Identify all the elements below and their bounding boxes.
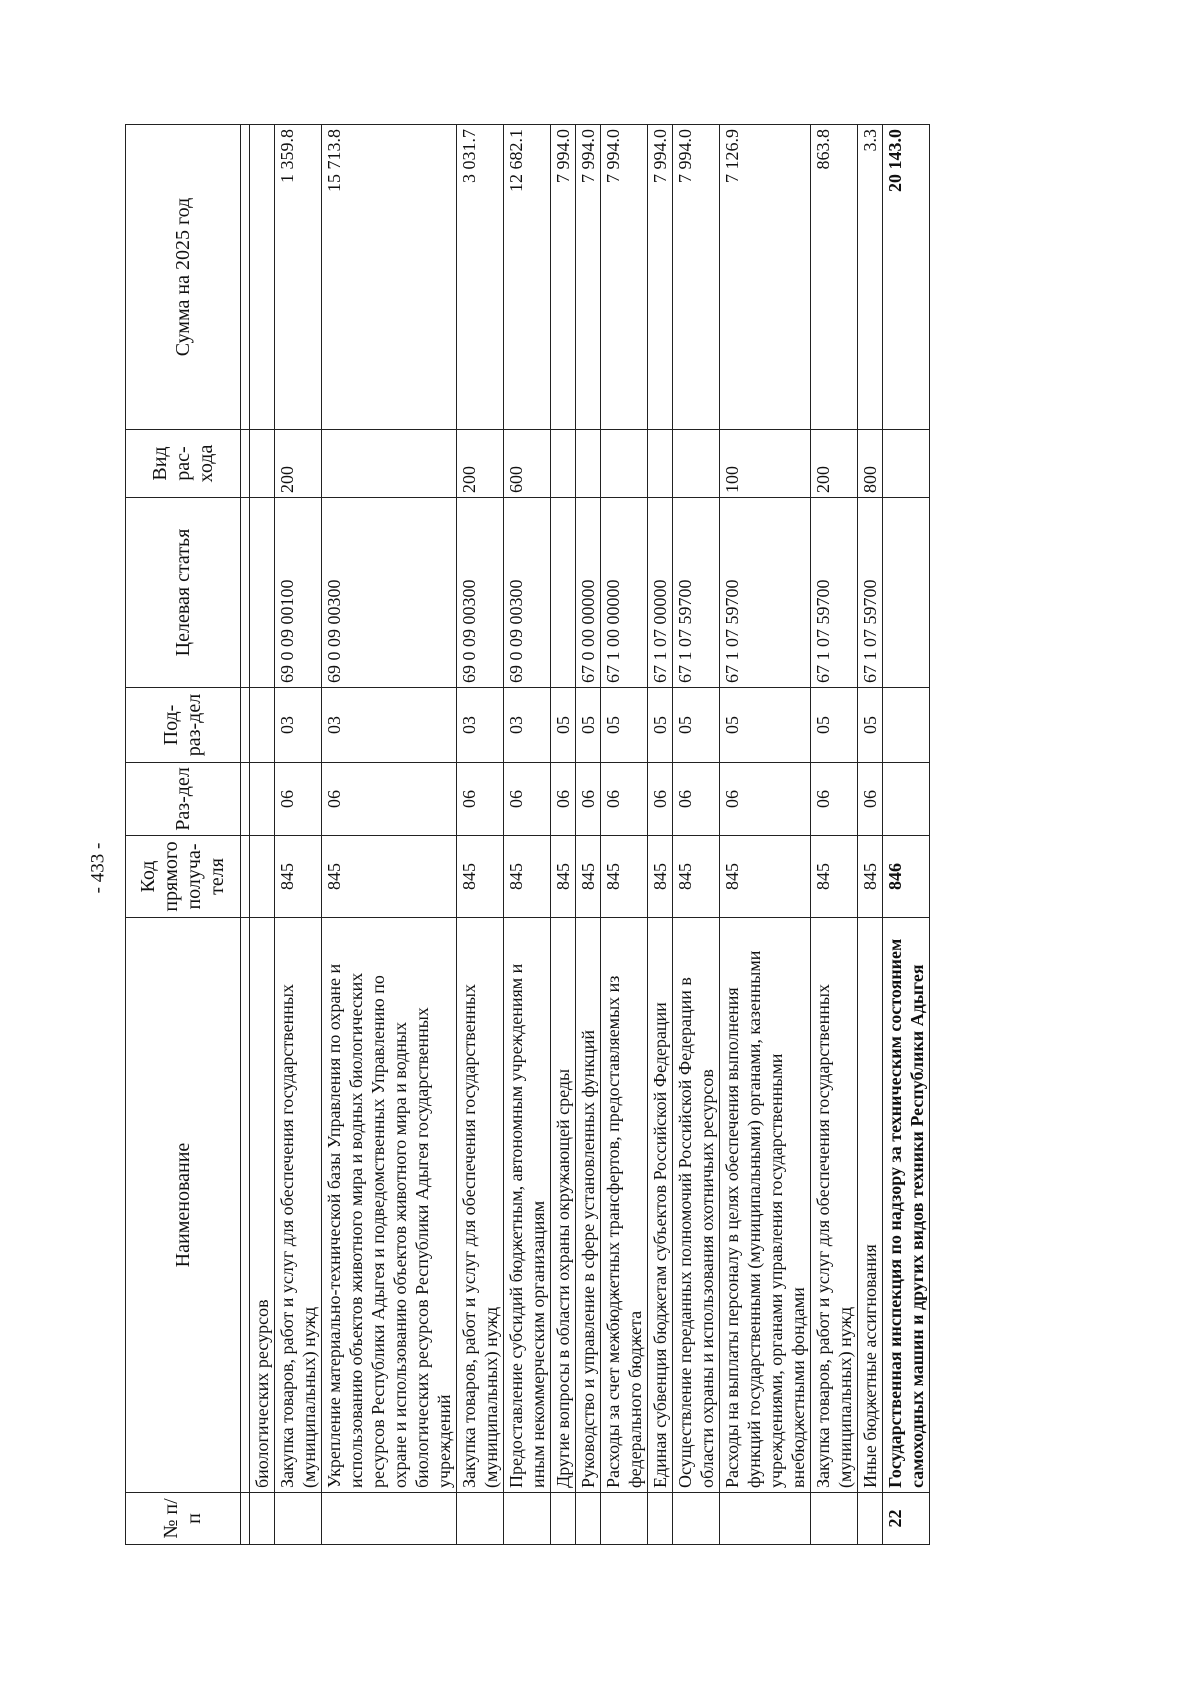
cell-num	[504, 1493, 551, 1545]
table-spacer-row	[241, 125, 250, 1545]
cell-num	[250, 1493, 275, 1545]
cell-razdel: 06	[673, 763, 720, 836]
cell-sum: 1 359.8	[275, 125, 322, 430]
cell-vid: 200	[811, 430, 858, 498]
table-row	[322, 125, 457, 1545]
rotated-table-block	[125, 125, 1055, 1545]
cell-num	[811, 1493, 858, 1545]
cell-num	[576, 1493, 601, 1545]
cell-podrazdel: 03	[275, 688, 322, 763]
cell-sum: 863.8	[811, 125, 858, 430]
cell-name: Расходы за счет межбюджетных трансфертов, предоставляемых из федерального бюджета	[601, 918, 648, 1493]
cell-name: Закупка товаров, работ и услуг для обеспечения государственных (муниципальных) нужд	[811, 918, 858, 1493]
cell-celevaya	[551, 498, 576, 688]
cell-podrazdel: 05	[673, 688, 720, 763]
cell-recipient: 845	[648, 836, 673, 918]
cell-sum	[250, 125, 275, 430]
cell-vid	[250, 430, 275, 498]
table-row	[504, 125, 551, 1545]
cell-vid	[601, 430, 648, 498]
cell-recipient: 845	[858, 836, 883, 918]
header-name: Наименование	[126, 918, 241, 1493]
cell-podrazdel: 03	[457, 688, 504, 763]
cell-podrazdel: 03	[504, 688, 551, 763]
cell-razdel: 06	[811, 763, 858, 836]
header-num: № п/п	[126, 1493, 241, 1545]
cell-sum: 12 682.1	[504, 125, 551, 430]
cell-recipient: 845	[720, 836, 811, 918]
cell-sum: 15 713.8	[322, 125, 457, 430]
cell-celevaya: 67 1 07 00000	[648, 498, 673, 688]
cell-vid	[673, 430, 720, 498]
cell-celevaya: 67 1 00 00000	[601, 498, 648, 688]
cell-name: Расходы на выплаты персоналу в целях обеспечения выполнения функций государственными (муниципальными) органами, казенными учреждениями, органами управления государственными внебюджетными фондами	[720, 918, 811, 1493]
cell-celevaya: 67 0 00 00000	[576, 498, 601, 688]
cell-num	[673, 1493, 720, 1545]
cell-recipient: 845	[551, 836, 576, 918]
cell-podrazdel: 05	[858, 688, 883, 763]
cell-podrazdel: 05	[576, 688, 601, 763]
budget-table	[125, 124, 930, 1545]
cell-num	[858, 1493, 883, 1545]
cell-vid	[551, 430, 576, 498]
page-number	[78, 843, 118, 893]
table-header-row	[126, 125, 241, 1545]
cell-vid: 600	[504, 430, 551, 498]
header-razdel: Раз-дел	[126, 763, 241, 836]
cell-celevaya: 67 1 07 59700	[673, 498, 720, 688]
cell-celevaya: 67 1 07 59700	[811, 498, 858, 688]
table-row	[551, 125, 576, 1545]
cell-vid	[883, 430, 930, 498]
cell-num	[551, 1493, 576, 1545]
cell-razdel: 06	[504, 763, 551, 836]
cell-recipient: 845	[811, 836, 858, 918]
cell-sum: 7 994.0	[551, 125, 576, 430]
cell-celevaya: 69 0 09 00300	[504, 498, 551, 688]
cell-vid: 200	[457, 430, 504, 498]
cell-podrazdel: 05	[720, 688, 811, 763]
cell-sum: 7 994.0	[601, 125, 648, 430]
cell-celevaya: 69 0 09 00300	[457, 498, 504, 688]
cell-razdel: 06	[322, 763, 457, 836]
cell-vid	[576, 430, 601, 498]
cell-name: Единая субвенция бюджетам субъектов Российской Федерации	[648, 918, 673, 1493]
cell-recipient: 845	[504, 836, 551, 918]
cell-razdel: 06	[551, 763, 576, 836]
cell-name: Иные бюджетные ассигнования	[858, 918, 883, 1493]
cell-podrazdel: 05	[551, 688, 576, 763]
cell-celevaya: 67 1 07 59700	[720, 498, 811, 688]
cell-razdel: 06	[720, 763, 811, 836]
cell-num: 22	[883, 1493, 930, 1545]
cell-sum: 7 994.0	[576, 125, 601, 430]
cell-celevaya	[883, 498, 930, 688]
cell-name: Государственная инспекция по надзору за техническим состоянием самоходных машин и других видов техники Республики Адыгея	[883, 918, 930, 1493]
cell-celevaya: 67 1 07 59700	[858, 498, 883, 688]
cell-podrazdel	[883, 688, 930, 763]
cell-name: Закупка товаров, работ и услуг для обеспечения государственных (муниципальных) нужд	[457, 918, 504, 1493]
cell-sum: 7 994.0	[673, 125, 720, 430]
cell-razdel: 06	[858, 763, 883, 836]
cell-name: биологических ресурсов	[250, 918, 275, 1493]
cell-podrazdel: 05	[811, 688, 858, 763]
cell-razdel	[250, 763, 275, 836]
cell-celevaya	[250, 498, 275, 688]
header-recipient: Код прямого получа-теля	[126, 836, 241, 918]
cell-podrazdel: 03	[322, 688, 457, 763]
header-celevaya: Целевая статья	[126, 498, 241, 688]
cell-name: Другие вопросы в области охраны окружающей среды	[551, 918, 576, 1493]
cell-recipient	[250, 836, 275, 918]
cell-vid: 800	[858, 430, 883, 498]
cell-name: Укрепление материально-технической базы Управления по охране и использованию объектов животного мира и водных биологических ресурсов Республики Адыгея и подведомственных Управлению по охране и использованию объектов животного мира и водных биологических ресурсов Республики Адыгея государственных учреждений	[322, 918, 457, 1493]
cell-num	[322, 1493, 457, 1545]
cell-vid	[322, 430, 457, 498]
cell-recipient: 846	[883, 836, 930, 918]
cell-razdel	[883, 763, 930, 836]
table-row	[883, 125, 930, 1545]
cell-sum: 20 143.0	[883, 125, 930, 430]
cell-sum: 3.3	[858, 125, 883, 430]
page-number-text: - 433 -	[87, 842, 108, 894]
cell-num	[648, 1493, 673, 1545]
header-sum: Сумма на 2025 год	[126, 125, 241, 430]
cell-razdel: 06	[648, 763, 673, 836]
cell-podrazdel: 05	[648, 688, 673, 763]
table-row	[601, 125, 648, 1545]
cell-recipient: 845	[601, 836, 648, 918]
table-row	[250, 125, 275, 1545]
table-row	[858, 125, 883, 1545]
cell-name: Предоставление субсидий бюджетным, автономным учреждениям и иным некоммерческим организациям	[504, 918, 551, 1493]
table-body	[241, 125, 930, 1545]
table-row	[720, 125, 811, 1545]
table-row	[811, 125, 858, 1545]
header-vid: Вид рас-хода	[126, 430, 241, 498]
cell-sum: 3 031.7	[457, 125, 504, 430]
cell-recipient: 845	[673, 836, 720, 918]
table-row	[648, 125, 673, 1545]
cell-num	[601, 1493, 648, 1545]
header-podrazdel: Под-раз-дел	[126, 688, 241, 763]
cell-podrazdel	[250, 688, 275, 763]
cell-sum: 7 994.0	[648, 125, 673, 430]
cell-vid: 200	[275, 430, 322, 498]
cell-num	[275, 1493, 322, 1545]
table-row	[275, 125, 322, 1545]
cell-name: Осуществление переданных полномочий Российской Федерации в области охраны и использования охотничьих ресурсов	[673, 918, 720, 1493]
cell-razdel: 06	[601, 763, 648, 836]
cell-recipient: 845	[275, 836, 322, 918]
cell-num	[457, 1493, 504, 1545]
cell-vid	[648, 430, 673, 498]
cell-recipient: 845	[576, 836, 601, 918]
cell-razdel: 06	[457, 763, 504, 836]
cell-podrazdel: 05	[601, 688, 648, 763]
cell-razdel: 06	[576, 763, 601, 836]
table-row	[576, 125, 601, 1545]
cell-num	[720, 1493, 811, 1545]
table-row	[457, 125, 504, 1545]
cell-name: Закупка товаров, работ и услуг для обеспечения государственных (муниципальных) нужд	[275, 918, 322, 1493]
cell-sum: 7 126.9	[720, 125, 811, 430]
cell-celevaya: 69 0 09 00100	[275, 498, 322, 688]
cell-name: Руководство и управление в сфере установленных функций	[576, 918, 601, 1493]
cell-razdel: 06	[275, 763, 322, 836]
cell-celevaya: 69 0 09 00300	[322, 498, 457, 688]
cell-recipient: 845	[322, 836, 457, 918]
cell-recipient: 845	[457, 836, 504, 918]
cell-vid: 100	[720, 430, 811, 498]
table-row	[673, 125, 720, 1545]
